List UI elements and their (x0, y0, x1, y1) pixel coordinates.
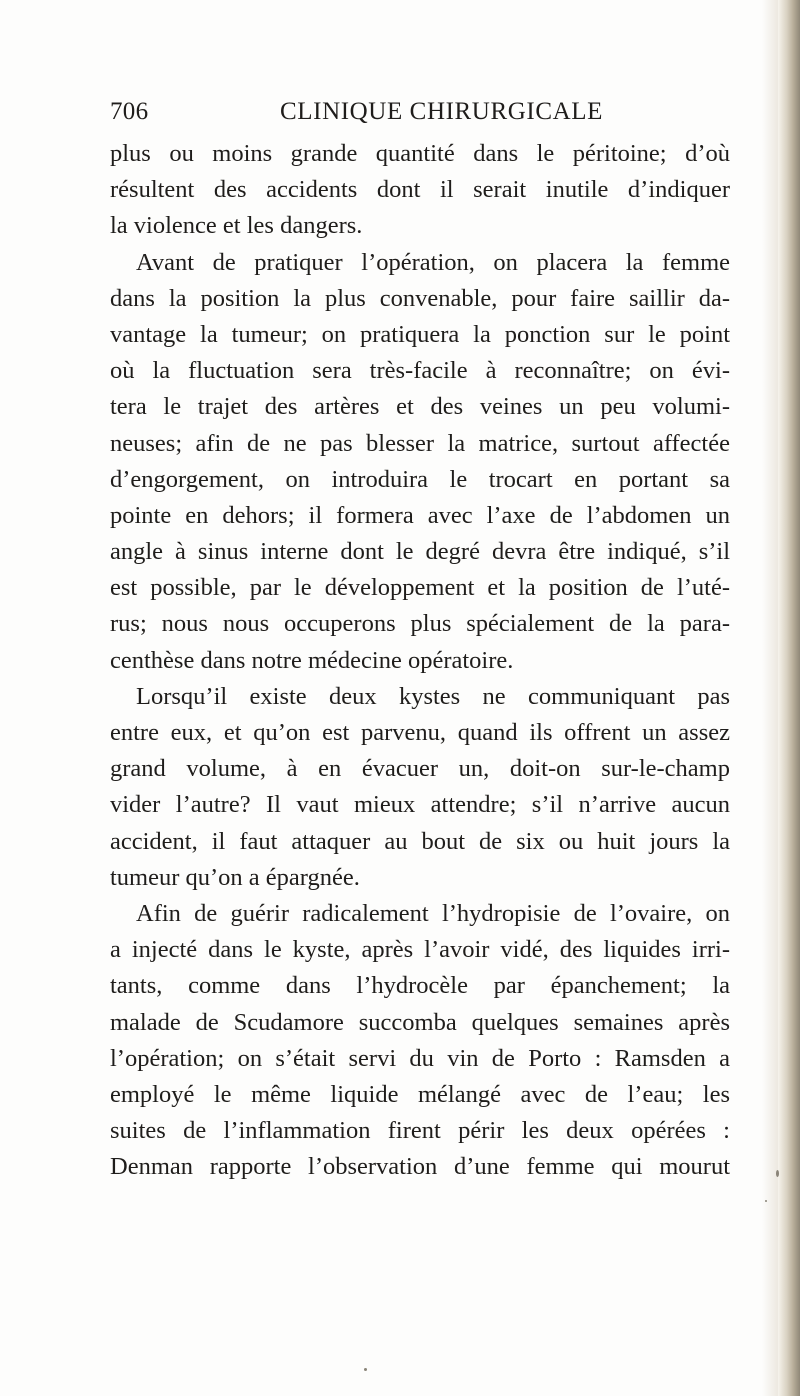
text-line: est possible, par le développement et la position de l’uté- (110, 574, 730, 602)
text-line: a injecté dans le kyste, après l’avoir vidé, des liquides irri- (110, 936, 730, 964)
text-line: Denman rapporte l’observation d’une femme qui mourut (110, 1153, 730, 1181)
text-line: vantage la tumeur; on pratiquera la ponction sur le point (110, 320, 730, 348)
text-line: angle à sinus interne dont le degré devra être indiqué, s’il (110, 538, 730, 566)
text-line: rus; nous nous occuperons plus spécialement de la para- (110, 610, 730, 638)
text-line: Lorsqu’il existe deux kystes ne communiquant pas (136, 682, 730, 710)
text-line: résultent des accidents dont il serait inutile d’indiquer (110, 176, 730, 204)
text-line: d’engorgement, on introduira le trocart en portant sa (110, 465, 730, 493)
paper-speck (776, 1170, 779, 1177)
text-line: tumeur qu’on a épargnée. (110, 863, 360, 891)
paper-speck (765, 1200, 767, 1202)
text-line: malade de Scudamore succomba quelques semaines après (110, 1008, 730, 1036)
text-line: accident, il faut attaquer au bout de six ou huit jours la (110, 827, 730, 855)
paper-speck (364, 1368, 367, 1371)
text-line: neuses; afin de ne pas blesser la matrice, surtout affectée (110, 429, 730, 457)
text-line: tera le trajet des artères et des veines un peu volumi- (110, 393, 730, 421)
text-line: entre eux, et qu’on est parvenu, quand ils offrent un assez (110, 719, 730, 746)
text-line: l’opération; on s’était servi du vin de Porto : Ramsden a (110, 1044, 730, 1072)
page-header (110, 98, 730, 130)
text-line: vider l’autre? Il vaut mieux attendre; s’il n’arrive aucun (110, 791, 730, 819)
text-line: centhèse dans notre médecine opératoire. (110, 646, 514, 674)
body-text (110, 136, 730, 1185)
page-edge (778, 0, 800, 1396)
text-line: dans la position la plus convenable, pour faire saillir da- (110, 284, 730, 312)
running-title: CLINIQUE CHIRURGICALE (280, 98, 603, 125)
page-number: 706 (110, 98, 149, 125)
text-line: où la fluctuation sera très-facile à reconnaître; on évi- (110, 357, 730, 385)
text-line: suites de l’inflammation firent périr les deux opérées : (110, 1117, 730, 1145)
text-line: plus ou moins grande quantité dans le péritoine; d’où (110, 140, 730, 167)
text-line: grand volume, à en évacuer un, doit-on sur-le-champ (110, 755, 730, 783)
page-edge-shadow (762, 0, 778, 1396)
text-line: Avant de pratiquer l’opération, on placera la femme (136, 248, 730, 276)
text-line: Afin de guérir radicalement l’hydropisie de l’ovaire, on (136, 899, 730, 927)
text-line: la violence et les dangers. (110, 212, 363, 240)
text-line: pointe en dehors; il formera avec l’axe de l’abdomen un (110, 501, 730, 529)
text-line: tants, comme dans l’hydrocèle par épanchement; la (110, 972, 730, 1000)
text-line: employé le même liquide mélangé avec de l’eau; les (110, 1080, 730, 1108)
